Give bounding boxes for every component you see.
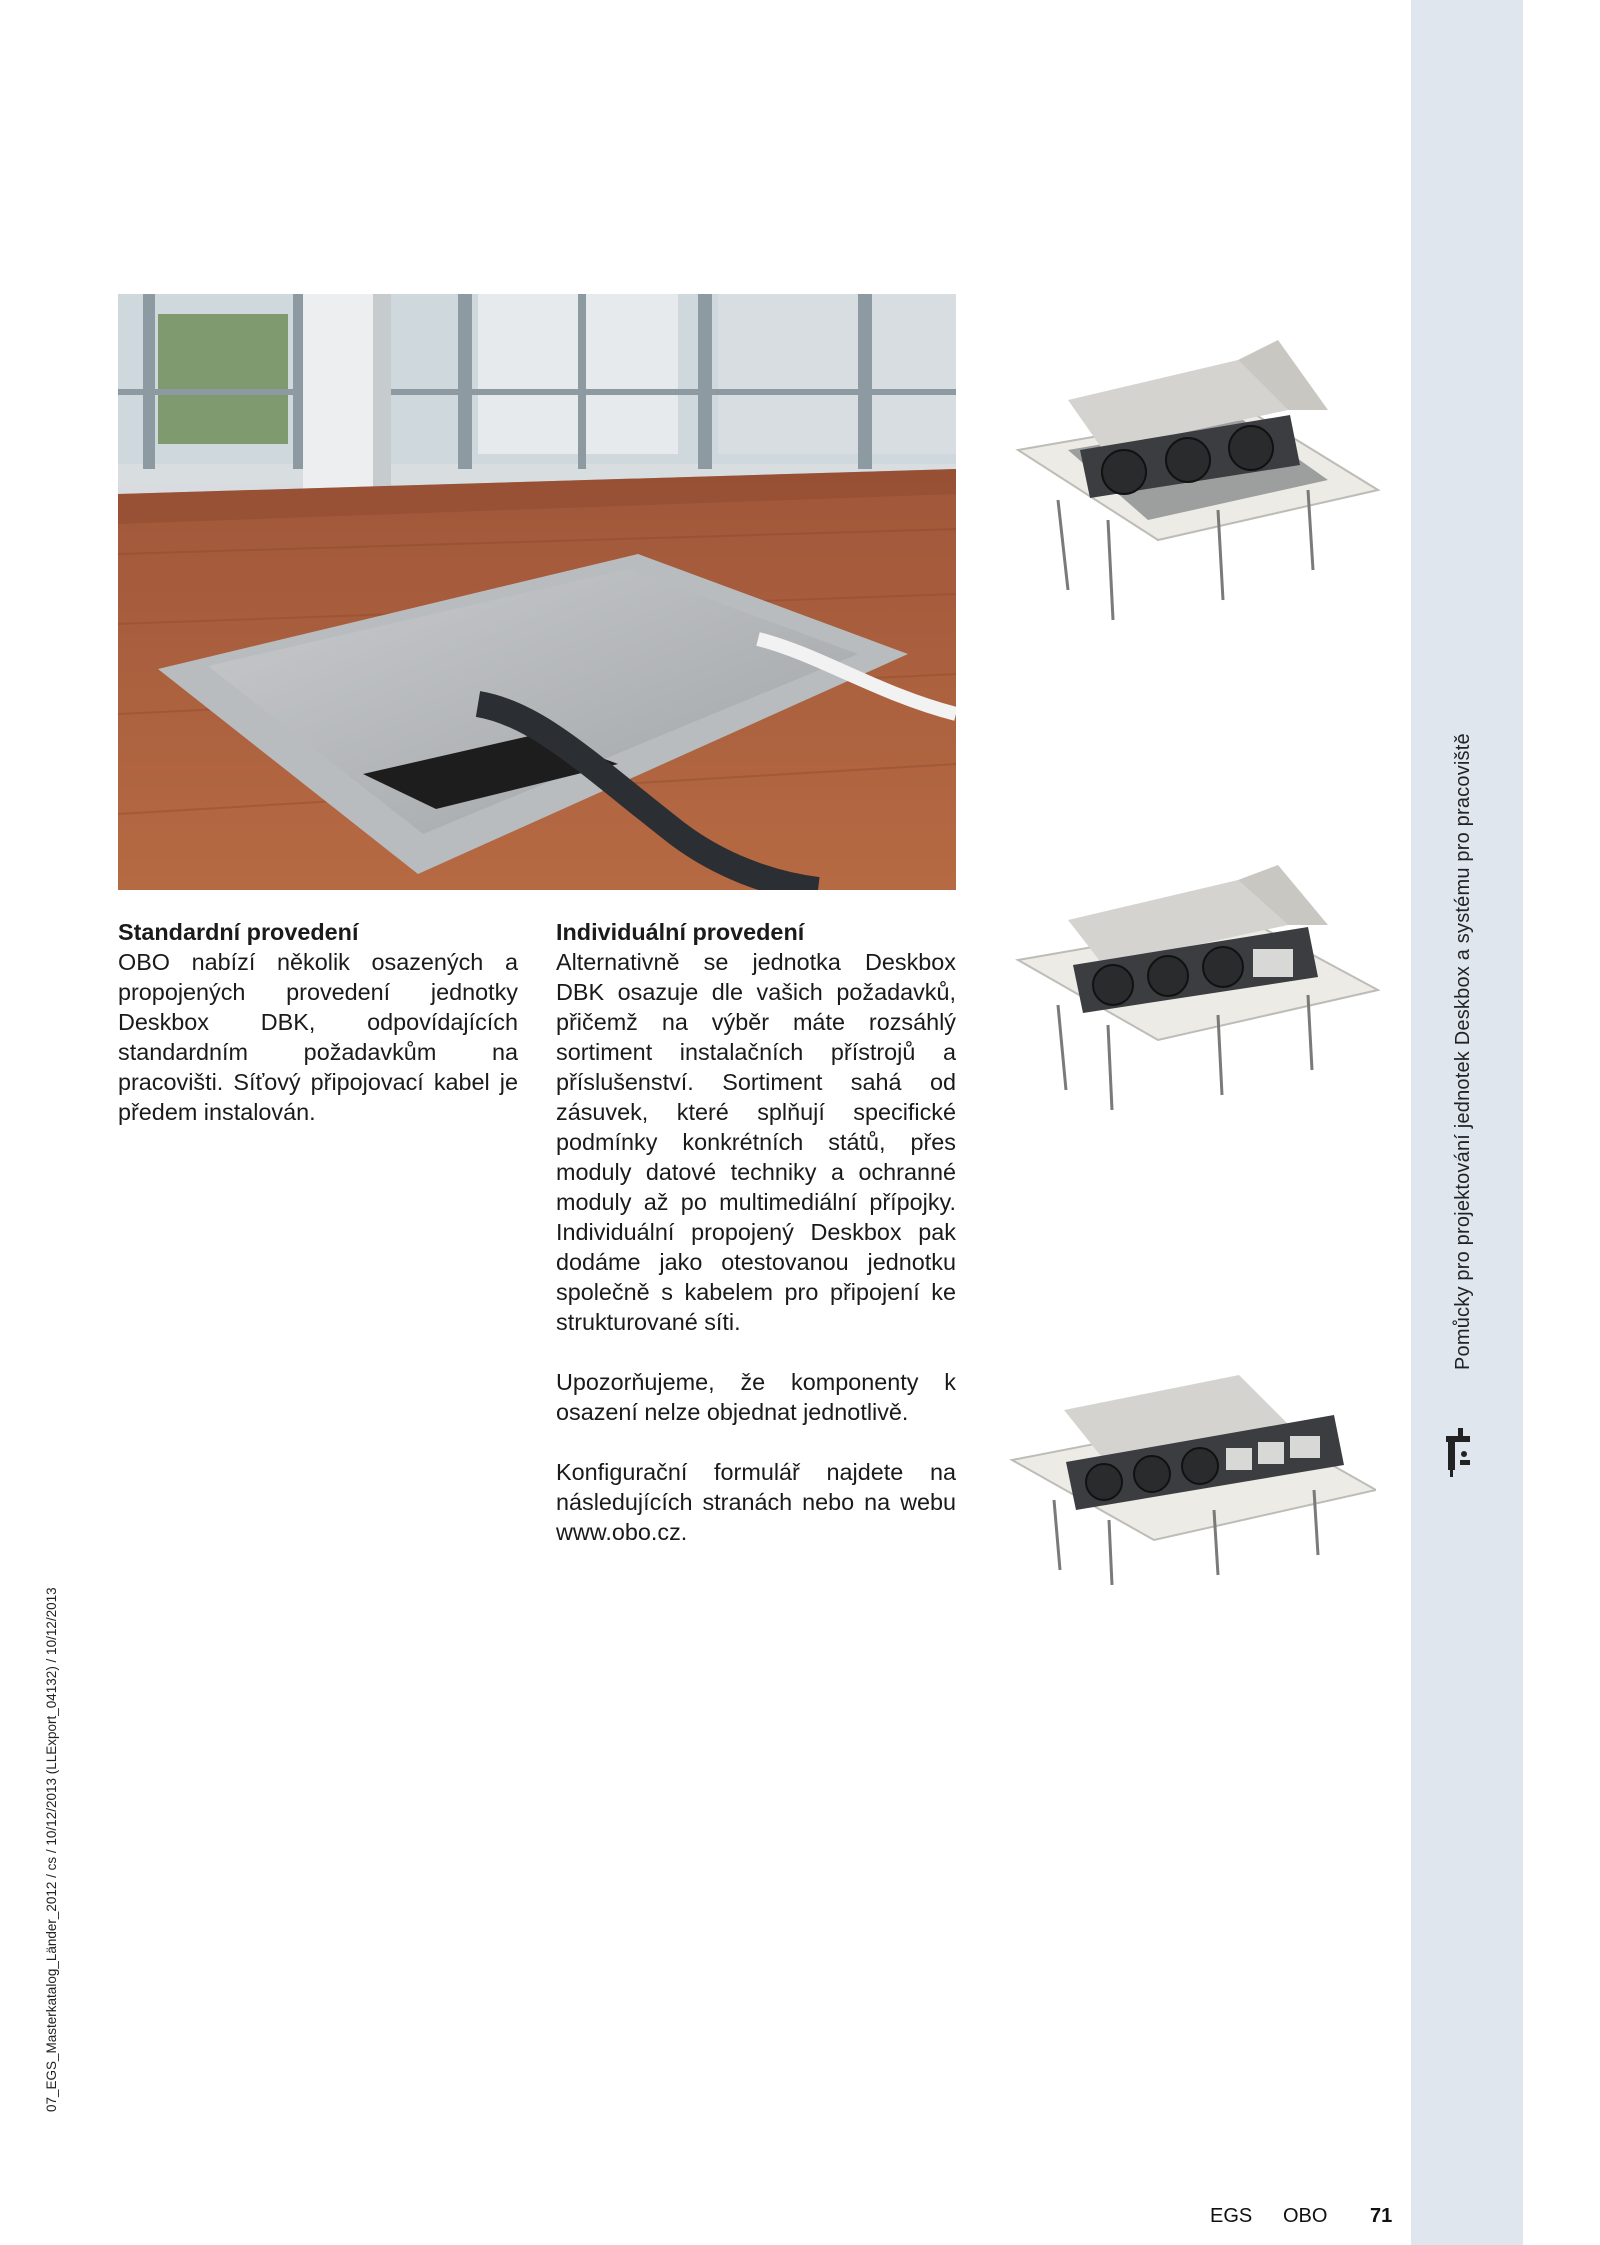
print-slug: 07_EGS_Masterkatalog_Länder_2012 / cs / 10/12/2013 (LLExport_04132) / 10/12/2013 bbox=[44, 1587, 59, 2112]
individual-version-body: Alternativně se jednotka Deskbox DBK osazuje dle vašich požadavků, přičemž na výběr máte rozsáhlý sortiment instalačních přístrojů a příslušenství. Sortiment sahá od zásuvek, které splňují specifické podmínky konkrétních států, přes moduly datové techniky a ochranné moduly až po multimediální přípojky. Individuální propojený Deskbox pak dodáme jako otestovanou jednotku společně s kabelem pro připojení ke strukturované síti. bbox=[556, 949, 956, 1335]
deskbox-socket-data-photo bbox=[1008, 865, 1380, 1110]
footer-brand: OBO bbox=[1283, 2205, 1328, 2227]
components-note: Upozorňujeme, že komponenty k osazení nelze objednat jednotlivě. bbox=[556, 1369, 956, 1425]
standard-version-heading: Standardní provedení bbox=[118, 919, 359, 945]
configuration-form-note: Konfigurační formulář najdete na následujících stranách nebo na webu www.obo.cz. bbox=[556, 1459, 956, 1545]
chapter-title: Pomůcky pro projektování jednotek Deskbox a systému pro pracoviště bbox=[1452, 733, 1474, 1370]
footer-section-label: EGS bbox=[1210, 2205, 1253, 2227]
standard-version-body: OBO nabízí několik osazených a propojených provedení jednotky Deskbox DBK, odpovídajících standardním požadavkům na pracovišti. Síťový připojovací kabel je předem instalován. bbox=[118, 949, 518, 1125]
deskbox-desk-photo bbox=[118, 294, 956, 890]
individual-version-section bbox=[556, 917, 956, 1547]
individual-version-heading: Individuální provedení bbox=[556, 919, 805, 945]
deskbox-multimedia-photo bbox=[1004, 1370, 1376, 1585]
page-number: 71 bbox=[1370, 2205, 1393, 2227]
deskbox-icon bbox=[1444, 1420, 1478, 1478]
deskbox-3-socket-photo bbox=[1008, 340, 1380, 640]
standard-version-section bbox=[118, 917, 518, 1127]
